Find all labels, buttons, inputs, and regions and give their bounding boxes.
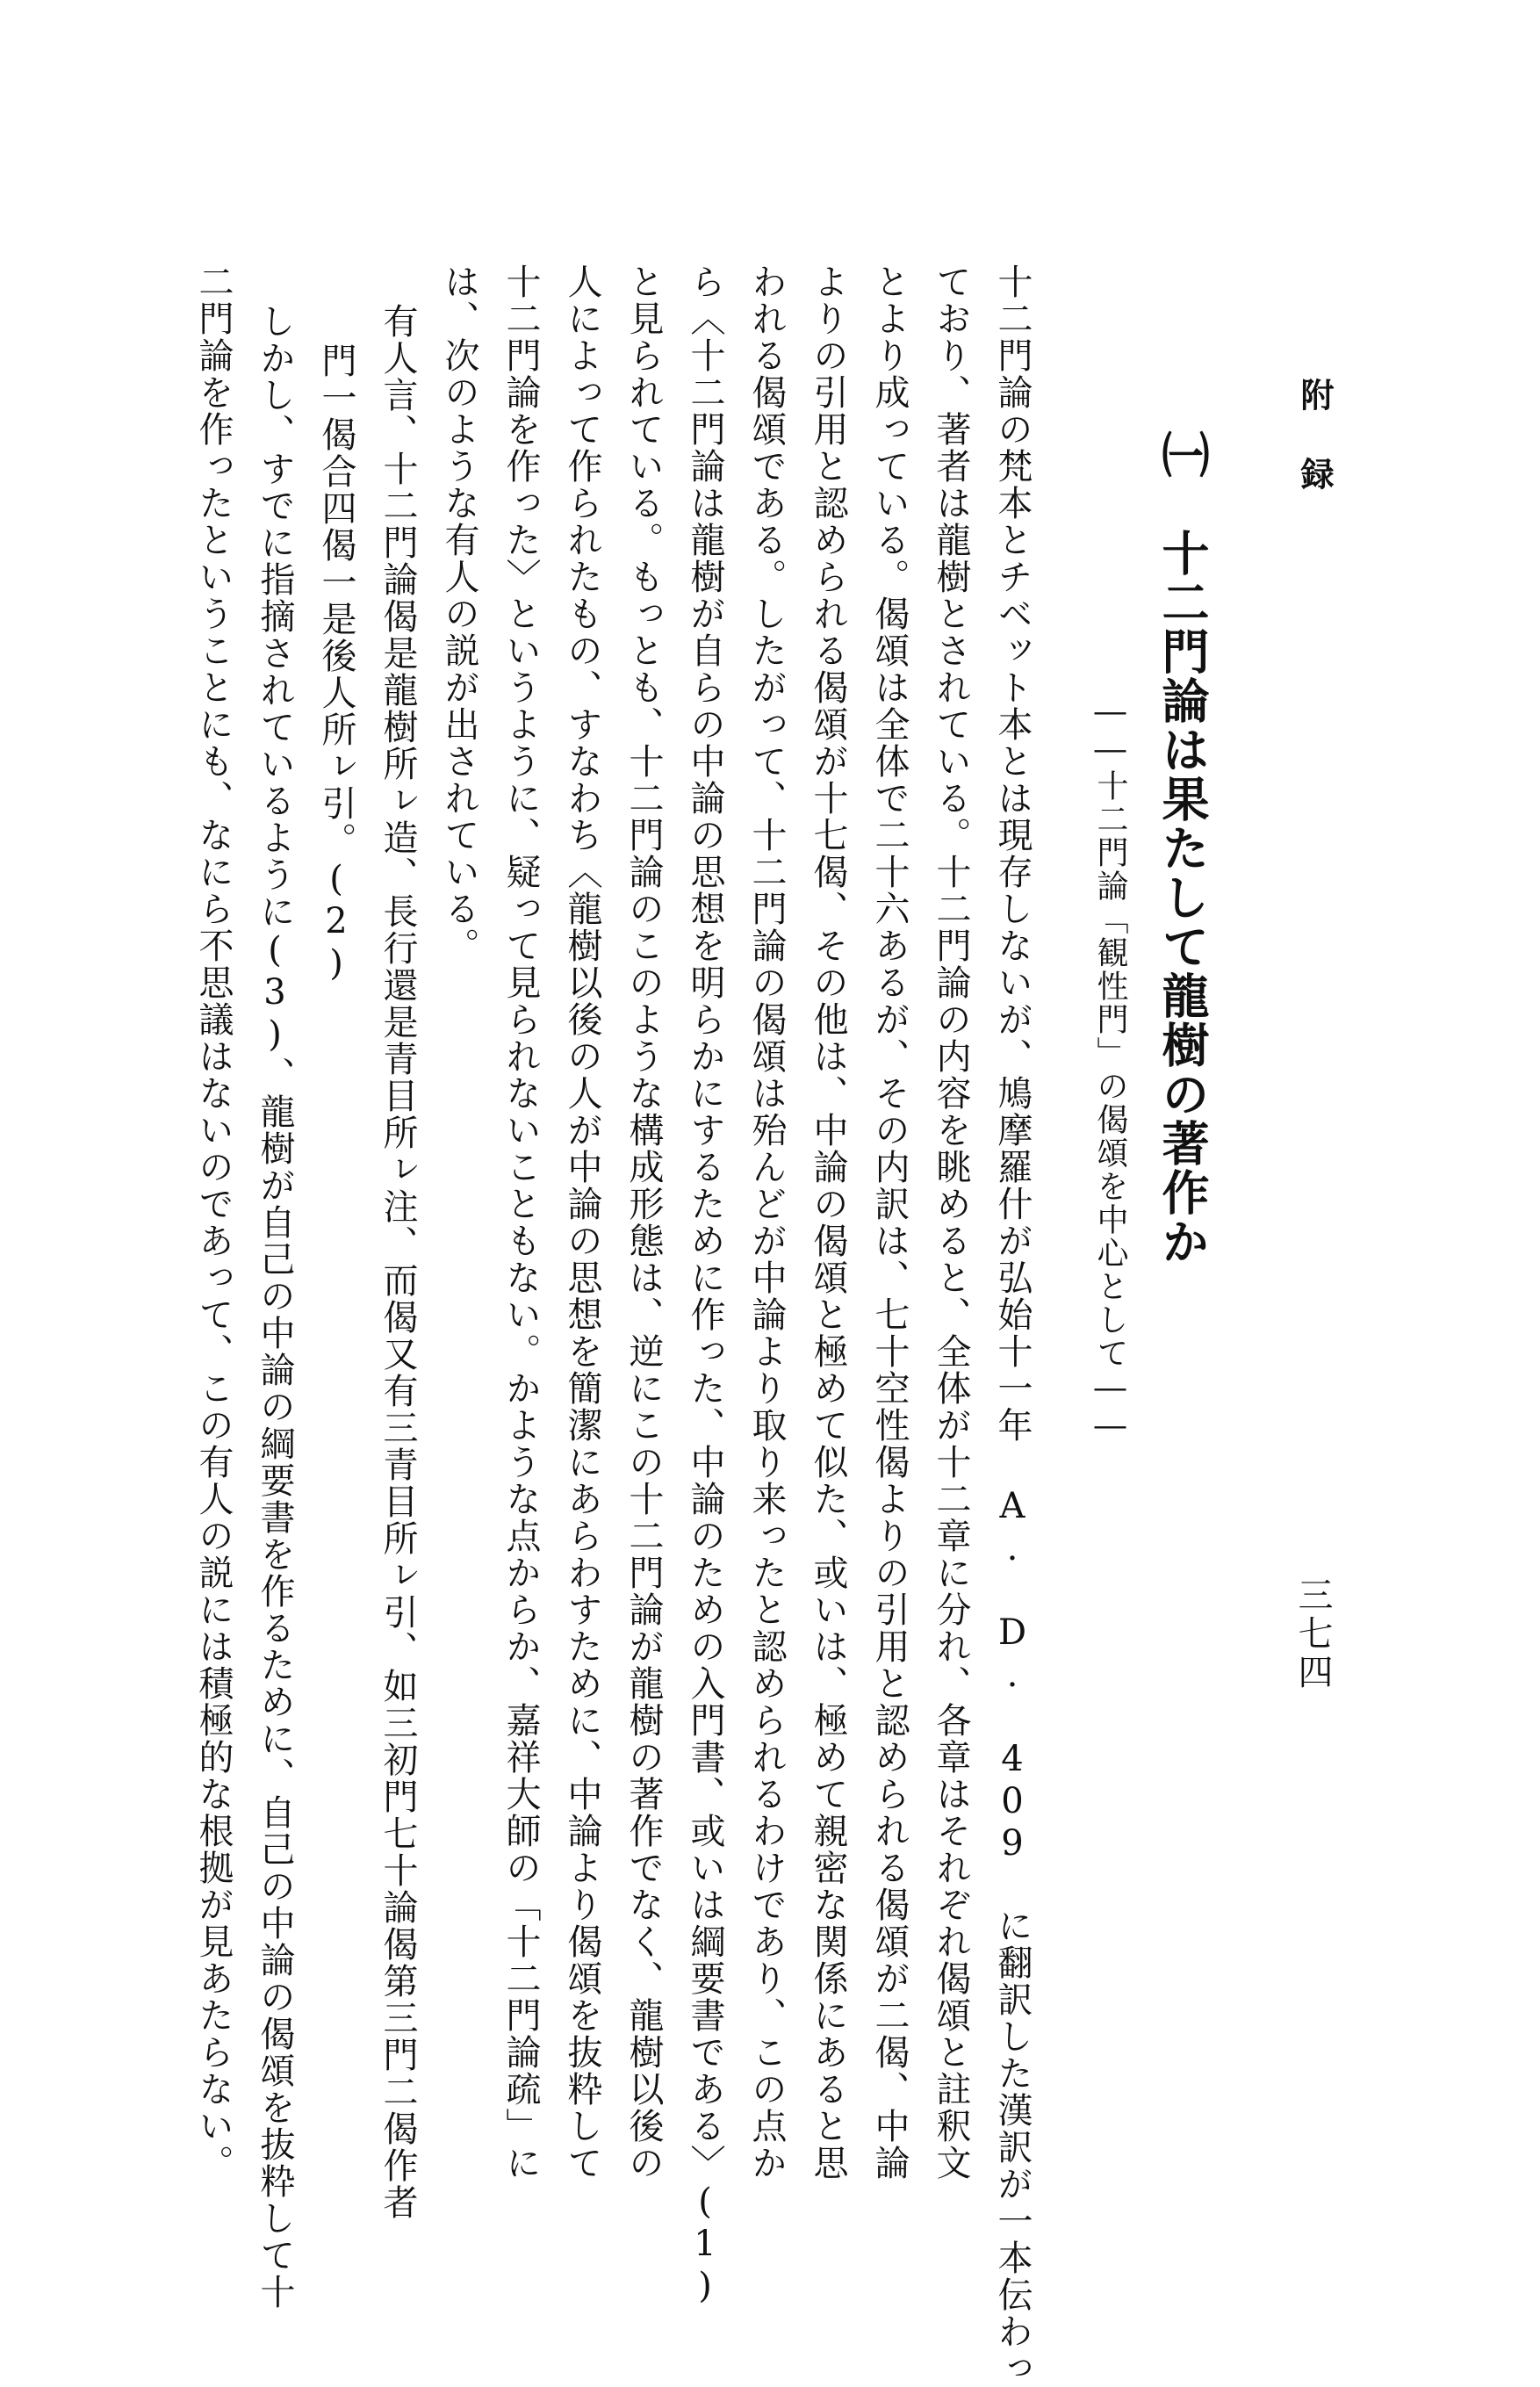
page-number: 三七四 — [1292, 1576, 1333, 1692]
body-column-14: 二門論を作ったということにも、なにら不思議はないのであって、この有人の説には積極的な根拠が見あたらない。 — [193, 263, 234, 2181]
section-heading: ㈠ 十二門論は果たして龍樹の著作か — [1155, 430, 1211, 1266]
quotation-line-2: 門一偈合四偈一是後人所ㇾ引。(2) — [316, 343, 356, 985]
body-column-13: しかし、すでに指摘されているように(3)、龍樹が自己の中論の綱要書を作るために、自己の中論の偈頌を抜粋して十 — [255, 303, 295, 2311]
body-column-6: ら〈十二門論は龍樹が自らの中論の思想を明らかにするために作った、中論のための入門書、或いは綱要書である〉(1) — [685, 263, 725, 2308]
body-column-7: と見られている。もっとも、十二門論のこのような構成形態は、逆にこの十二門論が龍樹の著作でなく、龍樹以後の — [623, 263, 664, 2181]
body-column-2: ており、著者は龍樹とされている。十二門論の内容を眺めると、全体が十二章に分れ、各章はそれぞれ偈頌と註釈文 — [931, 263, 971, 2181]
body-column-8: 人によって作られたもの、すなわち〈龍樹以後の人が中論の思想を簡潔にあらわすために、中論より偈頌を抜粋して — [562, 263, 602, 2181]
body-column-9: 十二門論を作った〉というように、疑って見られないこともない。かような点からか、嘉祥大師の「十二門論疏」に — [500, 263, 541, 2181]
running-title: 附録 — [1295, 378, 1335, 536]
quotation-line-1: 有人言、十二門論偈是龍樹所ㇾ造、長行還是青目所ㇾ注、而偈又有三青目所ㇾ引、如三初門七十論偈第三門二偈作者 — [378, 303, 418, 2221]
body-column-4: よりの引用と認められる偈頌が十七偈、その他は、中論の偈頌と極めて似た、或いは、極めて親密な関係にあると思 — [808, 263, 848, 2181]
body-column-1: 十二門論の梵本とチベット本とは現存しないが、鳩摩羅什が弘始十一年 A. D. 409 に翻訳した漢訳が一本伝わっ — [992, 263, 1033, 2387]
body-column-3: とより成っている。偈頌は全体で二十六あるが、その内訳は、七十空性偈よりの引用と認められる偈頌が二偈、中論 — [869, 263, 910, 2181]
section-subheading: ――十二門論「観性門」の偈頌を中心として―― — [1092, 694, 1128, 1446]
body-column-10: は、次のような有人の説が出されている。 — [439, 263, 479, 964]
body-column-5: われる偈頌である。したがって、十二門論の偈頌は殆んどが中論より取り来ったと認められるわけであり、この点か — [746, 263, 787, 2181]
